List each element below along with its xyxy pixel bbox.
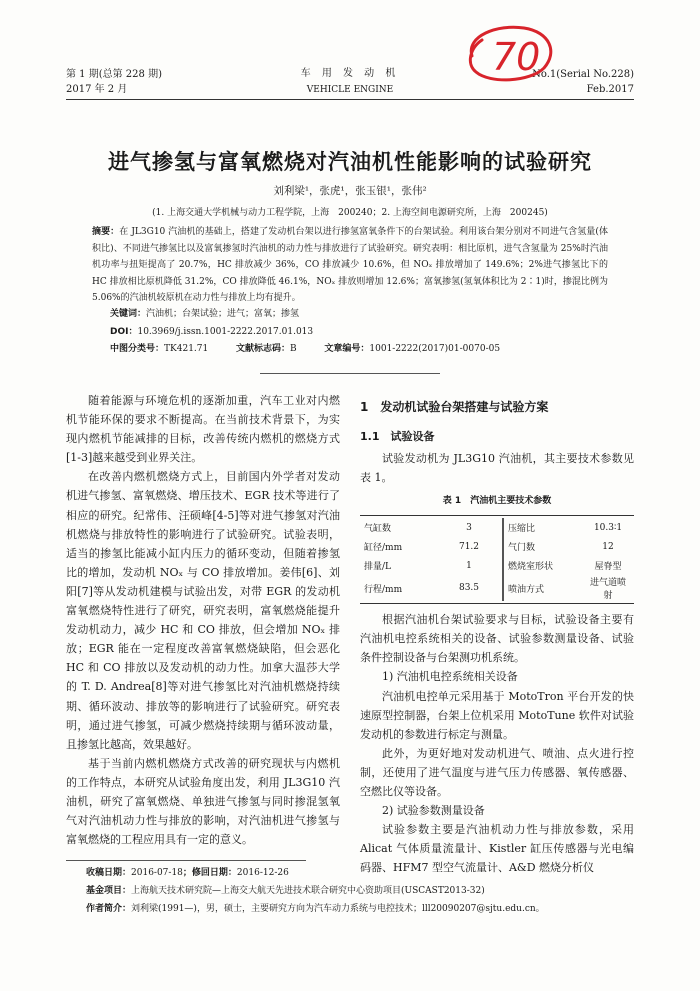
table-cell: 压缩比 xyxy=(508,524,536,535)
list-item-1: 1) 汽油机电控系统相关设备 xyxy=(382,670,518,684)
table-cell: 12 xyxy=(602,541,614,552)
revised-label: ；修回日期： xyxy=(182,868,237,878)
table-cell: 1 xyxy=(436,556,503,575)
abstract-label: 摘要： xyxy=(92,227,120,237)
right-paragraph-4: 此外，为更好地对发动机进气、喷油、点火进行控制，还使用了进气温度与进气压力传感器、氧传感器、空燃比仪等设备。 xyxy=(360,746,634,799)
section-1-heading: 1 发动机试验台架搭建与试验方案 xyxy=(360,400,549,414)
table-cell: 燃烧室形状 xyxy=(508,562,554,573)
footnote-dates xyxy=(86,866,646,881)
abstract xyxy=(92,224,608,307)
doc-code-label: 文献标志码： xyxy=(235,344,290,354)
handwritten-circle-mark xyxy=(452,18,562,88)
classification-line xyxy=(110,341,630,357)
handwritten-number: 70 xyxy=(492,35,541,79)
table-cell: 喷油方式 xyxy=(508,584,545,595)
article-no-label: 文章编号： xyxy=(324,344,370,354)
authors: 刘利梁¹，张虎¹，张玉银¹，张伟² xyxy=(273,185,427,197)
right-paragraph-5: 试验参数主要是汽油机动力性与排放参数，采用 Alicat 气体质量流量计、Kistler 缸压传感器与光电编码器、HFM7 型空气流量计、A&D 燃烧分析仪 xyxy=(360,823,634,875)
left-paragraph-1: 随着能源与环境危机的逐渐加重，汽车工业对内燃机节能环保的要求不断提高。在当前技术背景下，为实现内燃机节能减排的目标，改善传统内燃机的燃烧方式[1-3]越来越受到业界关注。 xyxy=(66,394,340,465)
header-journal-cn: 车 用 发 动 机 xyxy=(300,68,400,79)
left-column xyxy=(66,391,340,849)
header-date-right: Feb.2017 xyxy=(586,84,634,95)
doi-label: DOI： xyxy=(110,327,138,337)
affiliations: (1. 上海交通大学机械与动力工程学院，上海 200240；2. 上海空间电源研究所，上海 200245) xyxy=(152,208,548,218)
table-row xyxy=(360,537,634,556)
table-caption: 表 1 汽油机主要技术参数 xyxy=(442,496,552,507)
doi-value: 10.3969/j.issn.1001-2222.2017.01.013 xyxy=(137,327,314,337)
table-row xyxy=(360,575,634,601)
table-cell: 缸径/mm xyxy=(364,543,403,554)
abstract-text: 在 JL3G10 汽油机的基础上，搭建了发动机台架以进行掺氢富氧条件下的台架试验。利用该台架分别对不同进气含氢量(体积比)、不同进气掺氢比以及富氧掺氢时汽油机的动力性与排放进行了试验研究。研究表明：相比原机，进气含氢量为 25%时汽油机功率与扭矩提高了 20.7%，HC 排放减少 36%，CO 排放减少 10.6%，但 NOₓ 排放增加了 149.6%；2%进气掺氢比下的 HC 排放相比原机降低 31.2%，CO 排放降低 46.1%，NOₓ 排放则增加 12.6%；富氧掺氢(氢氧体积比为 2∶1)时，掺混比例为 5.06%的汽油机较原机在动力性与排放上均有提升。 xyxy=(92,227,608,303)
keywords-text: 汽油机；台架试验；进气；富氧；掺氢 xyxy=(146,309,300,319)
doc-code-value: B xyxy=(290,344,297,354)
table-top-rule xyxy=(360,515,634,516)
revised-date: 2016-12-26 xyxy=(236,868,289,878)
table-cell: 屋脊型 xyxy=(594,562,622,573)
section-1-1-heading: 1.1 试验设备 xyxy=(360,430,435,443)
clc-value: TK421.71 xyxy=(164,344,209,354)
header-rule xyxy=(66,99,634,100)
spec-table xyxy=(360,518,634,601)
table-cell: 71.2 xyxy=(436,537,503,556)
header-date-left: 2017 年 2 月 xyxy=(66,84,128,95)
table-cell: 83.5 xyxy=(436,575,503,601)
table-cell: 排量/L xyxy=(364,562,392,573)
header-journal-en: VEHICLE ENGINE xyxy=(306,85,394,95)
fund-label: 基金项目： xyxy=(86,886,132,896)
table-cell: 气门数 xyxy=(508,543,536,554)
right-column xyxy=(360,398,634,878)
list-item-2: 2) 试验参数测量设备 xyxy=(382,804,485,818)
table-cell: 10.3∶1 xyxy=(593,522,623,533)
footnote-fund xyxy=(86,884,646,899)
fund-text: 上海航天技术研究院—上海交大航天先进技术联合研究中心资助项目(USCAST2013-32) xyxy=(131,886,485,896)
keywords xyxy=(110,306,610,322)
abstract-divider xyxy=(260,373,440,374)
header-issue-right: No.1(Serial No.228) xyxy=(532,69,634,80)
table-cell: 气缸数 xyxy=(364,524,392,535)
table-bottom-rule xyxy=(360,603,634,604)
received-label: 收稿日期： xyxy=(86,868,132,878)
table-row xyxy=(360,556,634,575)
author-bio-label: 作者简介： xyxy=(86,904,132,914)
right-paragraph-3: 汽油机电控单元采用基于 MotoTron 平台开发的快速原型控制器，台架上位机采用 MotoTune 软件对试验发动机的参数进行标定与测量。 xyxy=(360,689,634,741)
table-row xyxy=(360,518,634,537)
clc-label: 中图分类号： xyxy=(110,344,165,354)
right-paragraph-1: 试验发动机为 JL3G10 汽油机，其主要技术参数见表 1。 xyxy=(360,452,634,485)
keywords-label: 关键词： xyxy=(110,309,147,319)
right-paragraph-2: 根据汽油机台架试验要求与目标，试验设备主要有汽油机电控系统相关的设备、试验参数测量设备、试验条件控制设备与台架测功机系统。 xyxy=(360,613,634,665)
footnote-author xyxy=(86,902,646,917)
left-paragraph-3: 基于当前内燃机燃烧方式改善的研究现状与内燃机的工作特点，本研究从试验角度出发，利用 JL3G10 汽油机，研究了富氧燃烧、单独进气掺氢与同时掺混氢氧气对汽油机动力性与排放的影响，对汽油机进气掺氢与富氧燃烧的工程应用具有一定的意义。 xyxy=(66,756,340,847)
left-paragraph-2: 在改善内燃机燃烧方式上，目前国内外学者对发动机进气掺氢、富氧燃烧、增压技术、EGR 技术等进行了相应的研究。纪常伟、汪硕峰[4-5]等对进气掺氢对汽油机燃烧与排放特性的影响进行了试验研究。试验表明，适当的掺氢比能减小缸内压力的循环变动，但随着掺氢比的增加，发动机 NOₓ 与 CO 排放增加。姜伟[6]、刘阳[7]等从发动机建模与试验出发，对带 EGR 的发动机富氧燃烧特性进行了研究，研究表明，富氧燃烧能提升发动机动力，减少 HC 和 CO 排放，但会增加 NOₓ 排放；EGR 能在一定程度改善富氧燃烧缺陷，但会恶化 HC 和 CO 排放以及发动机的动力性。加拿大温莎大学的 T. D. Andrea[8]等对进气掺氢比对汽油机燃烧持续期、循环波动、排放等的影响进行了试验研究。研究表明，通过进气掺氢，可减少燃烧持续期与循环波动量，且掺氢比越高，效果越好。 xyxy=(66,470,340,751)
article-no-value: 1001-2222(2017)01-0070-05 xyxy=(369,344,501,354)
doi xyxy=(110,324,610,340)
author-bio-text: 刘利梁(1991—)，男，硕士，主要研究方向为汽车动力系统与电控技术；lll20090207@sjtu.edu.cn。 xyxy=(131,904,545,914)
table-cell: 行程/mm xyxy=(364,584,403,595)
header-issue-left: 第 1 期(总第 228 期) xyxy=(66,69,162,80)
received-date: 2016-07-18 xyxy=(131,868,183,878)
paper-title: 进气掺氢与富氧燃烧对汽油机性能影响的试验研究 xyxy=(108,150,592,174)
footnote-rule xyxy=(66,860,306,861)
table-cell: 进气道喷射 xyxy=(589,578,626,602)
table-cell: 3 xyxy=(436,518,503,537)
